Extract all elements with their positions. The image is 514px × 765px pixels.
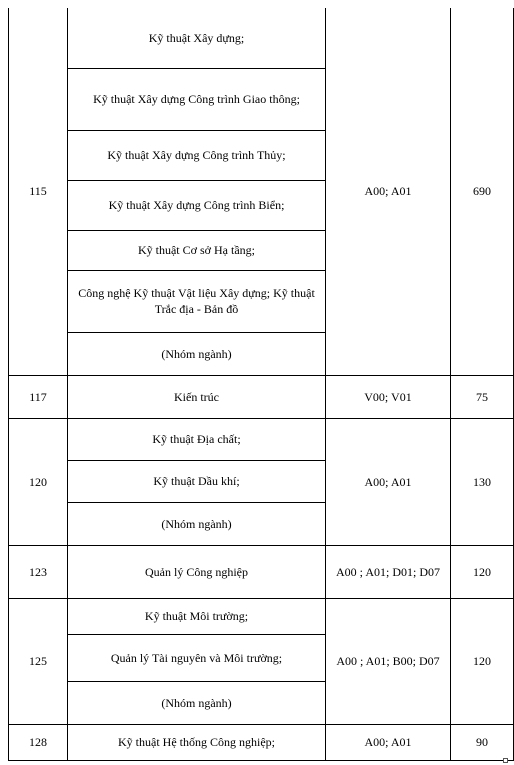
table-row [9, 598, 514, 634]
table-row [9, 375, 514, 418]
major-name-cell: Kiến trúc [68, 375, 326, 418]
major-name-cell: Kỹ thuật Xây dựng Công trình Giao thông; [68, 68, 326, 130]
major-group-note: (Nhóm ngành) [68, 681, 326, 724]
program-code-cell: 120 [9, 418, 68, 545]
major-name-cell: Kỹ thuật Dầu khí; [68, 460, 326, 502]
quota-cell: 690 [451, 8, 514, 375]
subject-combination-cell: A00; A01 [326, 8, 451, 375]
subject-combination-cell: V00; V01 [326, 375, 451, 418]
program-code-cell: 123 [9, 545, 68, 598]
table-resize-handle[interactable] [503, 758, 508, 763]
major-name-cell: Kỹ thuật Địa chất; [68, 418, 326, 460]
program-code-cell: 117 [9, 375, 68, 418]
program-code-cell: 125 [9, 598, 68, 724]
subject-combination-cell: A00; A01 [326, 418, 451, 545]
subject-combination-cell: A00 ; A01; B00; D07 [326, 598, 451, 724]
major-name-cell: Kỹ thuật Cơ sở Hạ tầng; [68, 230, 326, 270]
table-row [9, 545, 514, 598]
major-group-note: (Nhóm ngành) [68, 332, 326, 375]
major-name-cell: Kỹ thuật Xây dựng; [68, 8, 326, 68]
quota-cell: 130 [451, 418, 514, 545]
quota-cell: 90 [451, 724, 514, 760]
major-name-cell: Quản lý Công nghiệp [68, 545, 326, 598]
program-code-cell: 128 [9, 724, 68, 760]
subject-combination-cell: A00 ; A01; D01; D07 [326, 545, 451, 598]
major-name-cell: Kỹ thuật Môi trường; [68, 598, 326, 634]
table-row [9, 724, 514, 760]
major-name-cell: Kỹ thuật Xây dựng Công trình Biển; [68, 180, 326, 230]
major-name-cell: Quản lý Tài nguyên và Môi trường; [68, 634, 326, 681]
quota-cell: 120 [451, 545, 514, 598]
admission-table [8, 8, 514, 761]
major-group-note: (Nhóm ngành) [68, 502, 326, 545]
major-name-cell: Kỹ thuật Xây dựng Công trình Thủy; [68, 130, 326, 180]
quota-cell: 120 [451, 598, 514, 724]
major-name-cell: Kỹ thuật Hệ thống Công nghiệp; [68, 724, 326, 760]
program-code-cell: 115 [9, 8, 68, 375]
table-row [9, 418, 514, 460]
major-name-cell: Công nghệ Kỹ thuật Vật liệu Xây dựng; Kỹ thuật Trắc địa - Bản đồ [68, 270, 326, 332]
subject-combination-cell: A00; A01 [326, 724, 451, 760]
quota-cell: 75 [451, 375, 514, 418]
table-row [9, 8, 514, 68]
